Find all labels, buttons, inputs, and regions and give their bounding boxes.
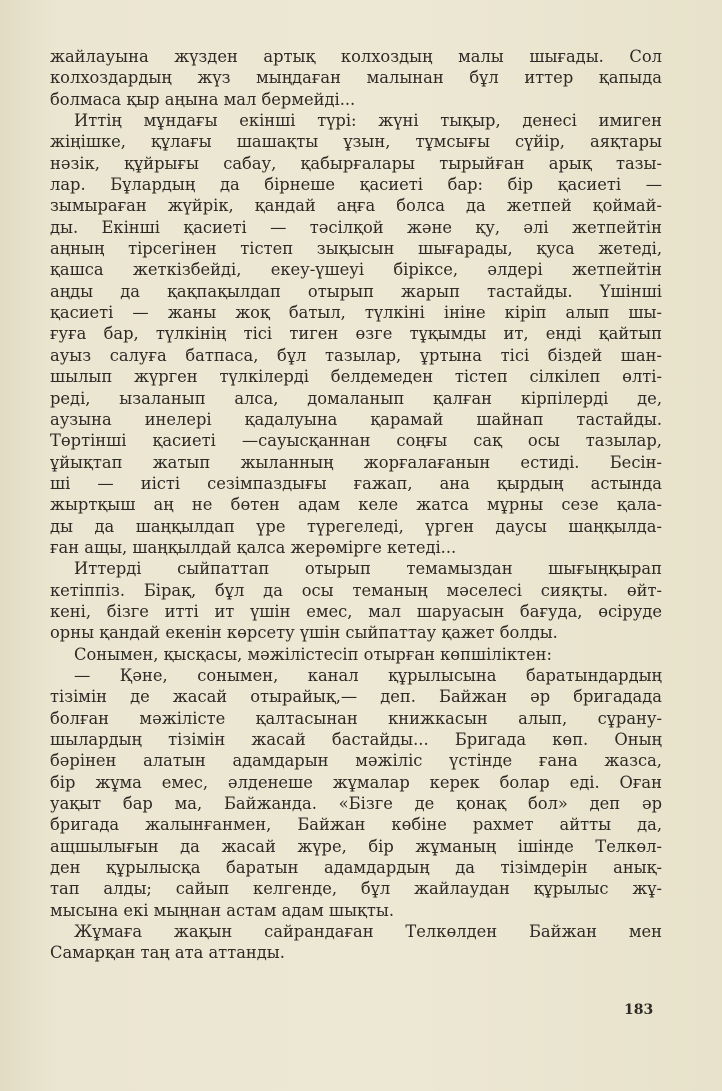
paragraph: [50, 110, 662, 558]
text-line: Самарқан таң ата аттанды.: [50, 943, 285, 963]
text-line: уақыт бар ма, Байжанда. «Бізге де қонақ бол» деп әр: [50, 794, 662, 814]
text-line: аңның тірсегінен тістеп зықысын шығарады, қуса жетеді,: [50, 239, 662, 259]
paragraph: [50, 558, 662, 643]
text-line: кетіппіз. Бірақ, бұл да осы теманың мәселесі сияқты. өйт-: [50, 580, 662, 600]
text-line: ден құрылысқа баратын адамдардың да тізімдерін анық-: [50, 858, 662, 878]
text-line: тізімін де жасай отырайық,— деп. Байжан әр бригадада: [50, 687, 662, 707]
text-line: мысына екі мыңнан астам адам шықты.: [50, 900, 395, 920]
text-line: — Қәне, сонымен, канал құрылысына баратындардың: [74, 665, 662, 685]
text-line: қашса жеткізбейді, екеу-үшеуі біріксе, әлдері жетпейтін: [50, 260, 662, 280]
text-line: аузына инелері қадалуына қарамай шайнап тастайды.: [50, 409, 662, 429]
text-line: Иттерді сыйпаттап отырып темамыздан шығыңқырап: [74, 559, 662, 579]
text-line: жайлауына жүзден артық колхоздың малы шығады. Сол: [50, 47, 662, 66]
text-line: лар. Бұлардың да бірнеше қасиеті бар: бір қасиеті —: [50, 175, 662, 195]
text-line: қасиеті — жаны жоқ батыл, түлкіні ініне кіріп алып шы-: [50, 303, 662, 323]
text-line: ғуға бар, түлкінің тісі тиген өзге тұқымды ит, енді қайтып: [50, 324, 662, 344]
text-line: ұйықтап жатып жыланның жорғалағанын естиді. Бесін-: [50, 452, 662, 472]
paragraph: [50, 46, 662, 110]
text-line: бір жұма емес, әлденеше жұмалар керек болар еді. Оған: [50, 772, 662, 792]
text-line: жыртқыш аң не бөтен адам келе жатса мұрны сезе қала-: [50, 495, 662, 515]
text-line: Сонымен, қысқасы, мәжілістесіп отырған көпшіліктен:: [74, 644, 552, 664]
text-line: Төртінші қасиеті —сауысқаннан соңғы сақ осы тазылар,: [50, 431, 662, 451]
text-line: ды да шаңқылдап үре түрегеледі, үрген даусы шаңқылда-: [50, 516, 662, 536]
text-line: бригада жалынғанмен, Байжан көбіне рахмет айтты да,: [50, 815, 662, 835]
text-line: ащшылығын да жасай жүре, бір жұманың ішінде Телкөл-: [50, 836, 662, 856]
text-line: тап алды; сайып келгенде, бұл жайлаудан құрылыс жұ-: [50, 879, 662, 899]
text-line: кені, бізге итті ит үшін емес, мал шаруасын бағуда, өсіруде: [50, 601, 662, 621]
text-line: ші — иісті сезімпаздығы ғажап, ана қырдың астында: [50, 473, 662, 493]
page-number: 183: [624, 1002, 654, 1018]
text-line: шылып жүрген түлкілерді белдемеден тістеп сілкілеп өлті-: [50, 367, 662, 387]
text-line: ды. Екінші қасиеті — тәсілқой және қу, әлі жетпейтін: [50, 217, 662, 237]
text-line: Иттің мұндағы екінші түрі: жүні тықыр, денесі имиген: [74, 111, 662, 131]
paragraph: [50, 665, 662, 921]
text-line: бәрінен алатын адамдарын мәжіліс үстінде ғана жазса,: [50, 751, 662, 771]
text-line: болмаса қыр аңына мал бермейді...: [50, 89, 356, 109]
text-line: Жұмаға жақын сайрандаған Телкөлден Байжан мен: [74, 922, 662, 942]
text-line: колхоздардың жүз мыңдаған малынан бұл иттер қапыда: [50, 68, 662, 88]
text-line: орны қандай екенін көрсету үшін сыйпаттау қажет болды.: [50, 623, 558, 643]
text-line: болған мәжілісте қалтасынан книжкасын алып, сұрану-: [50, 708, 662, 728]
text-line: зымыраған жүйрік, қандай аңға болса да жетпей қоймай-: [50, 196, 662, 216]
paragraph: [50, 921, 662, 964]
text-line: реді, ызаланып алса, домаланып қалған кірпілерді де,: [50, 388, 662, 408]
text-line: аңды да қақпақылдап отырып жарып тастайды. Үшінші: [50, 281, 662, 301]
body-text: [50, 46, 662, 964]
text-line: ауыз салуға батпаса, бұл тазылар, ұртына тісі біздей шан-: [50, 345, 662, 365]
text-line: шылардың тізімін жасай бастайды... Бригада көп. Оның: [50, 730, 662, 749]
text-line: ған ащы, шаңқылдай қалса жерөмірге кетеді...: [50, 537, 457, 557]
text-line: жіңішке, құлағы шашақты ұзын, тұмсығы сүйір, аяқтары: [50, 132, 662, 152]
text-line: нәзік, құйрығы сабау, қабырғалары тырыйған арық тазы-: [50, 153, 662, 173]
paragraph: [50, 644, 662, 665]
